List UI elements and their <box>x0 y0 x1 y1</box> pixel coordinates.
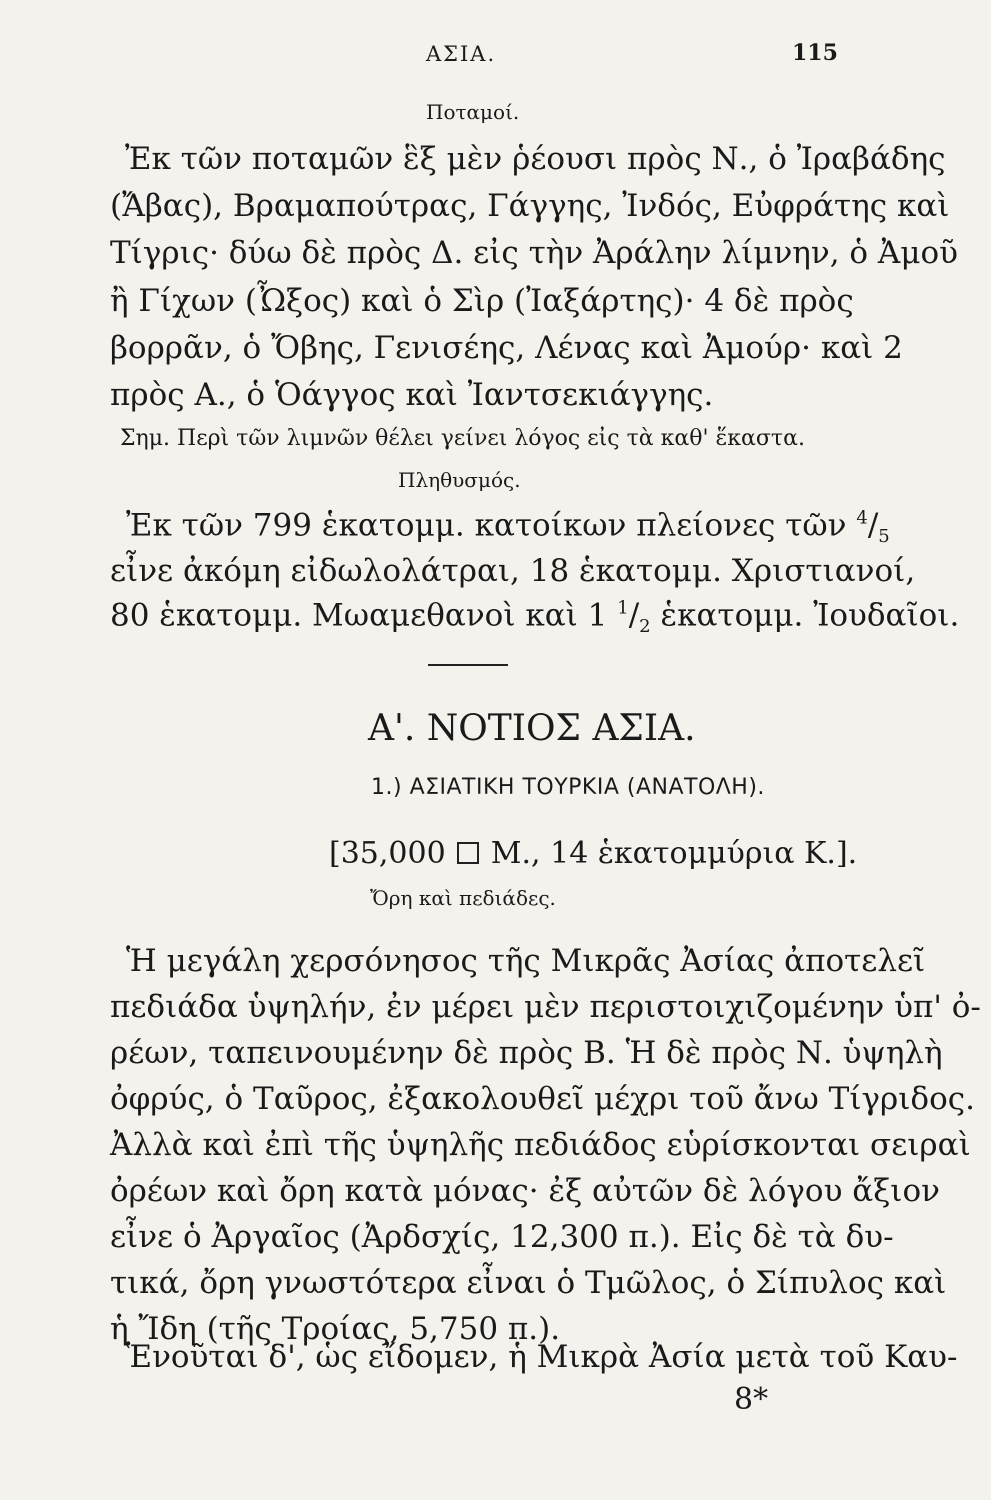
signature-mark: 8* <box>734 1382 769 1417</box>
body-line-9: ἡ Ἴδη (τῆς Τροίας, 5,750 π.). <box>110 1311 561 1347</box>
running-head: ΑΣΙΑ. <box>426 42 497 66</box>
rivers-line-1: Ἐκ τῶν ποταμῶν ἓξ μὲν ῥέουσι πρὸς Ν., ὁ Ἰραβάδης <box>125 141 946 177</box>
fraction-one-half: $^1/_2$ <box>617 597 651 638</box>
body-line-5: Ἀλλὰ καὶ ἐπὶ τῆς ὑψηλῆς πεδιάδος εὑρίσκονται σειραὶ <box>110 1127 971 1163</box>
rivers-heading: Ποταμοί. <box>426 100 520 124</box>
fraction-four-fifths: $^4/_5$ <box>856 507 890 548</box>
section-divider <box>428 664 508 666</box>
rivers-note: Σημ. Περὶ τῶν λιμνῶν θέλει γείνει λόγος εἰς τὰ καθ' ἕκαστα. <box>120 426 805 451</box>
body-line-10: Ἑνοῦται δ', ὡς εἴδομεν, ἡ Μικρὰ Ἀσία μετὰ τοῦ Καυ- <box>126 1339 958 1375</box>
body-line-6: ὀρέων καὶ ὄρη κατὰ μόνας· ἐξ αὐτῶν δὲ λόγου ἄξιον <box>110 1173 940 1209</box>
body-line-2: πεδιάδα ὑψηλήν, ἐν μέρει μὲν περιστοιχιζομένην ὑπ' ὀ- <box>110 989 981 1025</box>
section-title: Α'. ΝΟΤΙΟΣ ΑΣΙΑ. <box>368 708 696 749</box>
body-line-8: τικά, ὄρη γνωστότερα εἶναι ὁ Τμῶλος, ὁ Σίπυλος καὶ <box>110 1265 947 1301</box>
body-line-7: εἶνε ὁ Ἀργαῖος (Ἀρδσχίς, 12,300 π.). Εἰς δὲ τὰ δυ- <box>110 1219 894 1255</box>
population-heading: Πληθυσμός. <box>398 468 521 492</box>
page-number: 115 <box>792 40 838 66</box>
population-line-3: 80 ἑκατομμ. Μωαμεθανοὶ καὶ 1 $^1/_2$ ἑκατομμ. Ἰουδαῖοι. <box>110 597 960 638</box>
square-miles-icon <box>457 842 479 864</box>
rivers-line-2: (Ἄβας), Βραμαπούτρας, Γάγγης, Ἰνδός, Εὐφράτης καὶ <box>110 188 950 224</box>
rivers-line-6: πρὸς Α., ὁ Ὁάγγος καὶ Ἰαντσεκιάγγης. <box>110 377 714 413</box>
mountains-heading: Ὄρη καὶ πεδιάδες. <box>370 886 556 910</box>
population-line-2: εἶνε ἀκόμη εἰδωλολάτραι, 18 ἑκατομμ. Χριστιανοί, <box>110 553 916 589</box>
body-line-4: ὀφρύς, ὁ Ταῦρος, ἐξακολουθεῖ μέχρι τοῦ ἄνω Τίγριδος. <box>110 1081 975 1117</box>
body-line-1: Ἡ μεγάλη χερσόνησος τῆς Μικρᾶς Ἀσίας ἀποτελεῖ <box>126 943 926 979</box>
body-line-3: ρέων, ταπεινουμένην δὲ πρὸς Β. Ἡ δὲ πρὸς Ν. ὑψηλὴ <box>110 1035 943 1071</box>
rivers-line-4: ἢ Γίχων (Ὦξος) καὶ ὁ Σὶρ (Ἰαξάρτης)· 4 δὲ πρὸς <box>110 283 854 319</box>
area-population-stats: [35,000 Μ., 14 ἑκατομμύρια Κ.]. <box>329 836 858 871</box>
population-line-1: Ἐκ τῶν 799 ἑκατομμ. κατοίκων πλείονες τῶν $^4/_5$ <box>126 507 890 548</box>
subsection-title: 1.) ΑΣΙΑΤΙΚΗ ΤΟΥΡΚΙΑ (ΑΝΑΤΟΛΗ). <box>371 775 765 800</box>
rivers-line-3: Τίγρις· δύω δὲ πρὸς Δ. εἰς τὴν Ἀράλην λίμνην, ὁ Ἀμοῦ <box>110 235 958 271</box>
rivers-line-5: βορρᾶν, ὁ Ὄβης, Γενισέης, Λένας καὶ Ἀμούρ· καὶ 2 <box>110 330 903 366</box>
